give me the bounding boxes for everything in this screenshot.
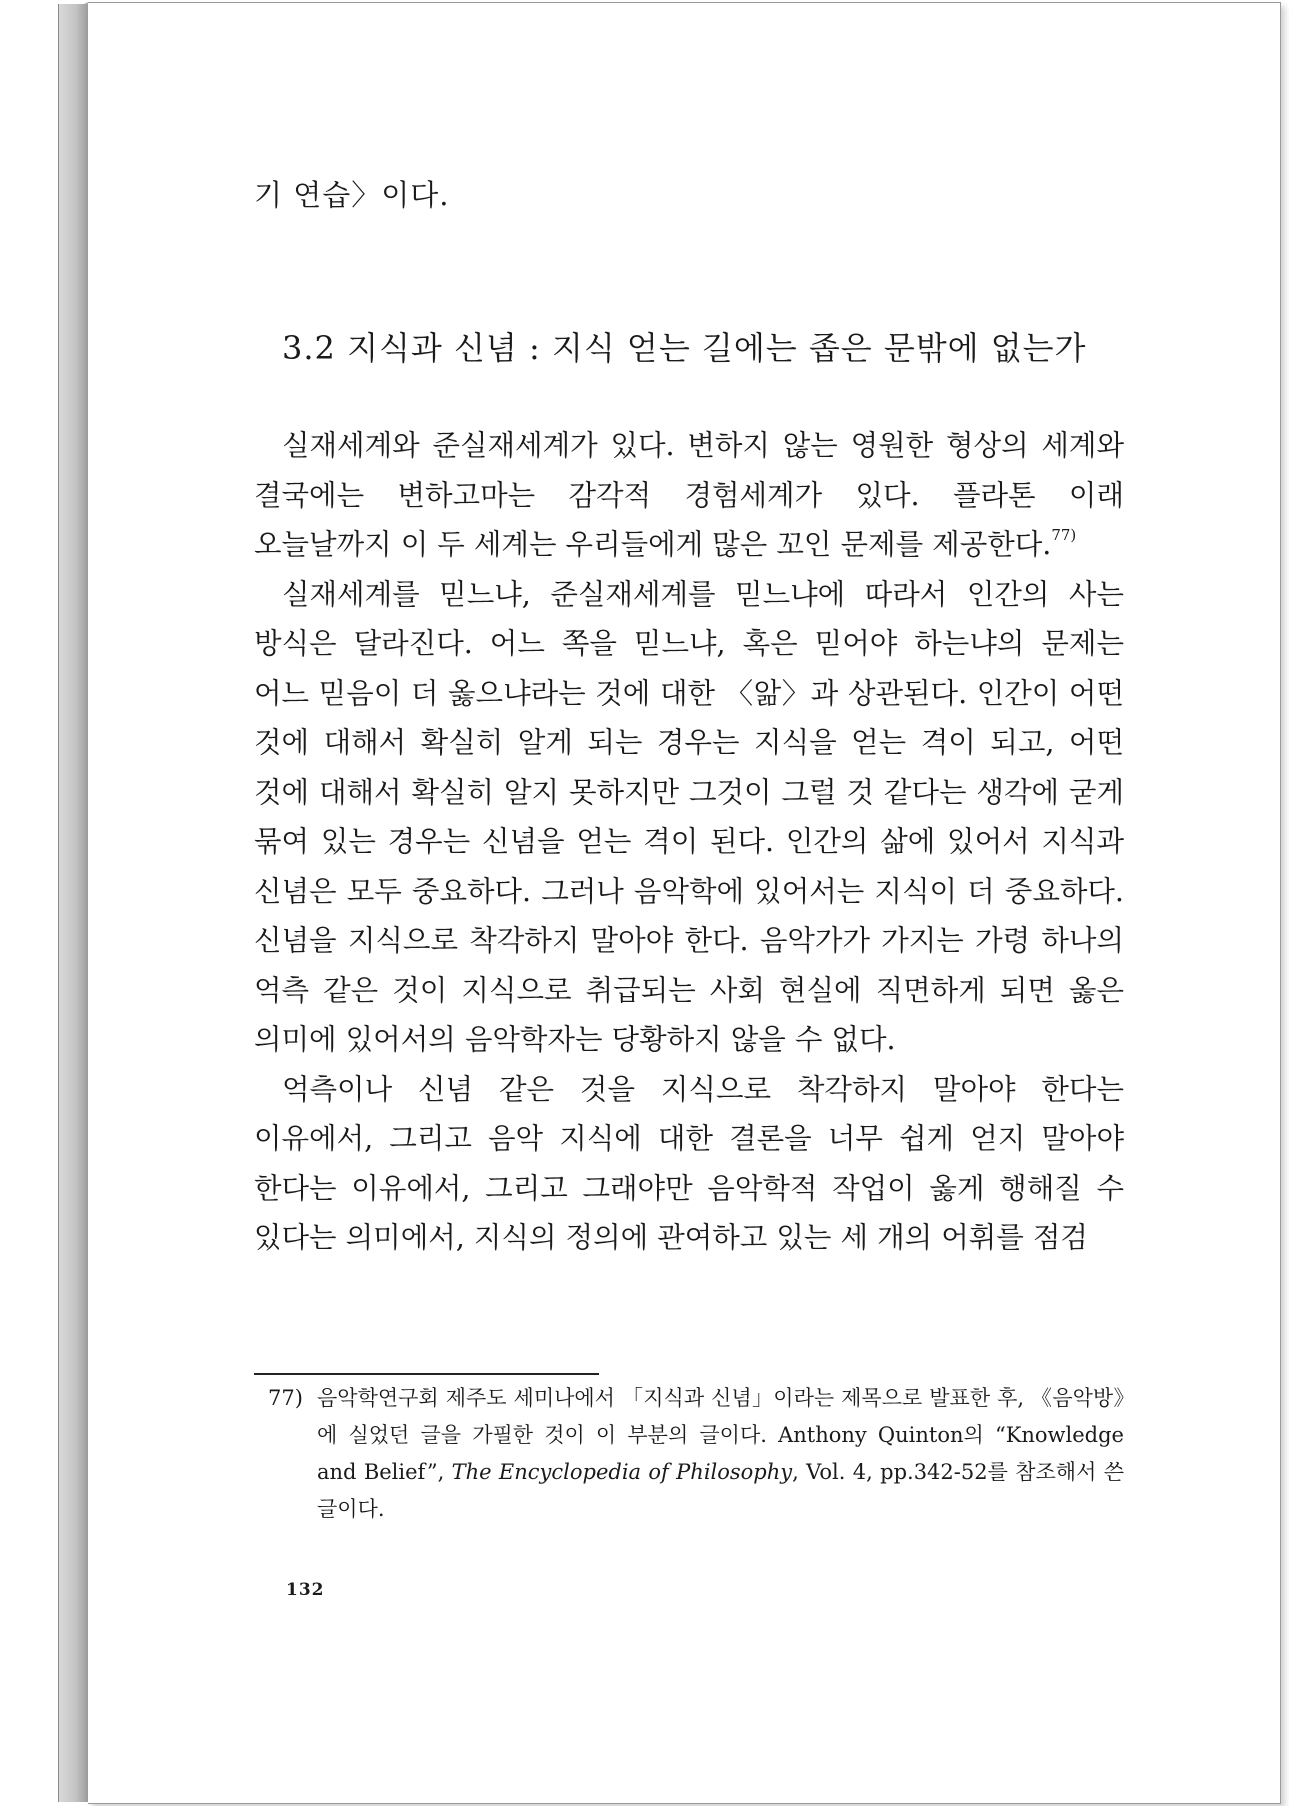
paragraph: 실재세계를 믿느냐, 준실재세계를 믿느냐에 따라서 인간의 사는 방식은 달라진다. 어느 쪽을 믿느냐, 혹은 믿어야 하는냐의 문제는 어느 믿음이 더 옳으냐라는 것에 대한 〈앎〉과 상관된다. 인간이 어떤 것에 대해서 확실히 알게 되는 경우는 지식을 얻는 격이 되고, 어떤 것에 대해서 확실히 알지 못하지만 그것이 그럴 것 같다는 생각에 굳게 묶여 있는 경우는 신념을 얻는 격이 된다. 인간의 삶에 있어서 지식과 신념은 모두 중요하다. 그러나 음악학에 있어서는 지식이 더 중요하다. 신념을 지식으로 착각하지 말아야 한다. 음악가가 가지는 가령 하나의 억측 같은 것이 지식으로 취급되는 사회 현실에 직면하게 되면 옳은 의미에 있어서의 음악학자는 당황하지 않을 수 없다. [254, 577, 1124, 1056]
footnote-book-title: The Encyclopedia of Philosophy [451, 1460, 793, 1484]
section-heading: 3.2 지식과 신념 : 지식 얻는 길에는 좁은 문밖에 없는가 [282, 329, 1087, 367]
footnote-text [317, 1380, 1124, 1528]
paragraph [254, 421, 1124, 570]
book-page [88, 2, 1281, 1804]
page-number: 132 [286, 1580, 325, 1600]
footnote-text-part-2: , Vol. 4, pp.342-52를 참조해서 쓴 글이다. [317, 1460, 1124, 1521]
footnote [254, 1380, 1124, 1528]
continuation-line: 기 연습〉이다. [254, 178, 450, 212]
footnote-number: 77) [268, 1386, 303, 1410]
book-spine [58, 4, 89, 1802]
footnote-reference: 77) [1051, 526, 1077, 544]
footnote-text-part-1: 음악학연구회 제주도 세미나에서 「지식과 신념」이라는 제목으로 발표한 후, 《음악방》에 실었던 글을 가필한 것이 이 부분의 글이다. Anthony Quinton의 “Knowledge and Belief”, [317, 1386, 1124, 1484]
paragraph-1-text: 실재세계와 준실재세계가 있다. 변하지 않는 영원한 형상의 세계와 결국에는 변하고마는 감각적 경험세계가 있다. 플라톤 이래 오늘날까지 이 두 세계는 우리들에게 많은 꼬인 문제를 제공한다. [254, 429, 1124, 561]
paragraph: 억측이나 신념 같은 것을 지식으로 착각하지 말아야 한다는 이유에서, 그리고 음악 지식에 대한 결론을 너무 쉽게 얻지 말아야 한다는 이유에서, 그리고 그래야만 음악학적 작업이 옳게 행해질 수 있다는 의미에서, 지식의 정의에 관여하고 있는 세 개의 어휘를 점검 [254, 1072, 1124, 1254]
footnote-divider [254, 1373, 599, 1375]
body-text [254, 421, 1124, 1263]
